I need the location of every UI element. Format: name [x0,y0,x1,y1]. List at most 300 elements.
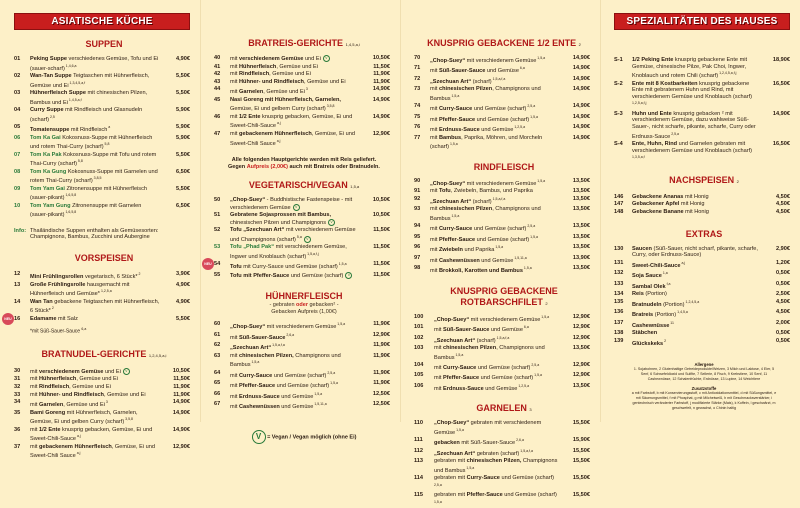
item-number: 148 [614,208,624,215]
item-number: 37 [14,443,21,450]
item-name: chinesischen Pilzen [439,86,493,93]
item-name: Zwiebeln [439,247,463,254]
item-description [632,141,764,164]
item-detail: knusprig gebacken ² mit verschiedenem Gemüse, dazu wahlweise Süß-Sauer-, nicht scharfe, pikante, scharfe, Curry oder Erdnuss-Sauce [632,110,756,140]
item-description [230,55,364,63]
item-price: 18,90€ [772,57,790,63]
item-description [230,401,364,410]
item-name: Pfeffer-Sauce [443,375,480,382]
menu-item[interactable] [14,299,190,315]
item-price: 12,90€ [172,443,190,450]
menu-item[interactable] [614,309,790,318]
item-price: 13,50€ [572,382,590,389]
menu-item[interactable] [614,209,790,216]
item-price: 11,90€ [373,352,390,359]
menu-item[interactable] [614,81,790,110]
item-price: 13,50€ [572,233,590,240]
extras-list [614,246,794,348]
menu-item[interactable] [614,111,790,140]
menu-item[interactable] [414,448,590,457]
menu-item[interactable] [14,384,190,391]
item-description [632,338,764,347]
item-prefix: gebraten mit [434,492,467,499]
menu-item[interactable] [414,103,590,112]
allergen-codes: 1,5,a [536,56,546,60]
menu-item[interactable] [14,399,190,408]
item-description [30,124,164,133]
menu-item[interactable] [614,338,790,347]
item-name: Erdnuss-Sauce [439,127,480,134]
item-description [30,444,164,460]
item-detail: (Süß-Sauer, nicht scharf, pikante, scharfe, Curry, oder Erdnuss-Sauce) [632,245,758,259]
item-price: 11,90€ [373,380,390,387]
allergen-codes: 2,5,a [530,363,540,368]
item-description [30,186,164,202]
menu-item[interactable] [214,370,390,379]
item-number: 130 [614,245,624,252]
item-number: 03 [14,90,21,97]
menu-item[interactable] [414,124,590,133]
item-number: 74 [414,103,421,110]
item-detail: , Gemüse und Ei [103,391,146,398]
menu-item[interactable] [14,376,190,383]
section-title-nachspeisen: NACHSPEISEN 2 [669,174,739,185]
item-number: 07 [14,151,21,158]
vegan-icon: V [293,204,300,211]
item-detail: , Champignons und Bambus [430,206,541,222]
item-description [230,86,364,95]
menu-item[interactable] [614,320,790,329]
allergen-codes: 1,2,4,5,a [684,299,700,304]
item-price: 10,50€ [372,55,390,61]
item-name: verschiedenem Gemüse [39,368,104,375]
item-price: 14,90€ [172,409,190,416]
allergen-codes: f,a [665,281,671,286]
menu-item[interactable] [614,194,790,201]
item-name: Soja Sauce [632,273,662,280]
item-description [430,103,564,112]
item-price: 5,90€ [176,134,190,141]
item-number: 97 [414,254,421,261]
item-prefix: mit [430,106,440,113]
item-detail: mit Honig [683,208,709,215]
new-badge-icon: NEU [2,313,14,325]
item-name: „Szechuan Art“ [430,78,472,85]
item-name: „Chop-Suey“ [430,180,466,187]
menu-item[interactable] [14,368,190,376]
item-name: Tofu mit Pfeffer-Sauce [230,272,290,279]
menu-item[interactable] [414,188,590,195]
huehnerfleisch-subtitle: - gebraten oder gebacken² - [269,302,339,309]
item-price: 15,50€ [572,420,590,427]
item-detail: , Champignons und Bambus [434,344,545,361]
menu-item[interactable] [414,206,590,222]
menu-item[interactable] [14,107,190,123]
item-name: „Chop-Suey“ [230,324,266,331]
item-price: 11,50€ [373,271,390,278]
item-price: 13,50€ [572,265,590,272]
rice-note: Alle folgenden Hauptgerichte werden mit Reis geliefert. Gegen Aufpreis (2,00€) auch mit Bratreis oder Bratnudeln. [228,156,380,170]
item-detail: mit Hühnerfleisch, Garnelen, Gemüse, Ei und gelben Curry (scharf) [30,409,138,426]
item-number: 91 [414,188,421,195]
item-description [632,330,764,337]
menu-item[interactable] [14,427,190,443]
menu-item[interactable] [414,244,590,253]
item-number: 33 [14,391,21,398]
menu-item[interactable] [14,410,190,426]
menu-item[interactable] [414,234,590,243]
menu-item[interactable] [214,380,390,389]
item-price: 11,50€ [373,63,390,70]
item-prefix: mit [430,127,440,134]
item-number: 35 [14,409,21,416]
item-description [430,206,564,222]
menu-item[interactable] [14,135,190,151]
column-1 [0,0,200,460]
item-number: 137 [614,319,624,326]
item-name: Tofu [230,264,242,271]
menu-item[interactable] [614,57,790,80]
item-name: Tom Ka Gung [30,168,67,175]
item-detail: und Gemüse (scharf) [275,383,330,390]
menu-item[interactable] [414,86,590,102]
item-name: Hühnerfleisch Suppe [30,90,86,97]
item-price: 15,50€ [572,492,590,499]
item-price: 12,90€ [572,362,590,369]
item-detail: mit Rindfleisch [69,127,108,134]
item-price: 11,50€ [373,227,390,234]
menu-item[interactable] [614,246,790,259]
item-name: 1/2 Peking Ente [632,57,674,63]
item-name: gebackenem Hühnerfleisch [39,443,112,450]
menu-item[interactable] [414,345,590,361]
item-prefix: mit [230,78,240,85]
item-name: Wan-Tan Suppe [30,73,72,80]
item-detail: , Gemüse, Ei und Sweet-Chili Sauce [230,130,355,147]
item-number: 135 [614,298,624,305]
item-number: 66 [214,390,221,397]
menu-item[interactable] [414,475,590,491]
menu-item[interactable] [214,321,390,330]
item-description [632,57,764,80]
allergen-codes: 1,4,5,a,f [67,97,82,102]
item-detail: (Portion) [661,301,685,308]
item-detail: vegetarisch, 6 Stück* [83,273,138,280]
menu-item[interactable] [214,197,390,211]
item-number: 103 [414,344,424,351]
menu-item[interactable] [614,291,790,298]
new-badge-icon: NEU [202,258,214,270]
menu-item[interactable] [214,332,390,341]
rotbarsch-list [414,314,594,393]
item-price: 13,50€ [572,223,590,230]
item-name: Garnelen [239,89,264,96]
allergen-codes: 1,5,a [450,93,460,98]
menu-item[interactable] [14,392,190,399]
menu-item[interactable] [614,330,790,337]
item-detail: chinesischen Pilzen und Champignons [230,219,327,226]
menu-item[interactable] [414,420,590,436]
bratreis-list [214,55,394,147]
item-price: 4,50€ [776,298,790,305]
item-number: 70 [414,55,421,61]
item-name: Mini Frühlingsrollen [30,273,84,280]
item-number: 96 [414,244,421,251]
menu-item[interactable] [614,281,790,290]
allergen-codes: a [107,125,111,130]
menu-item[interactable] [214,353,390,369]
item-prefix: gebraten mit [434,475,467,482]
item-number: 53 [214,244,221,251]
menu-item[interactable] [614,270,790,279]
menu-item[interactable] [214,86,390,95]
item-description [30,392,164,399]
item-number: 105 [414,372,424,379]
item-description [30,56,164,72]
item-name: Tom Ka Gai [30,134,61,141]
item-number: 92 [414,195,421,202]
vegan-icon: V [328,219,335,226]
menu-item[interactable] [414,196,590,205]
item-number: S-1 [614,57,623,63]
item-price: 12,90€ [572,313,590,320]
menu-item[interactable] [414,76,590,85]
allergen-codes: a,j [275,138,281,143]
menu-item[interactable] [214,212,390,226]
item-name: chinesischen Pilzen, [466,458,522,465]
menu-item[interactable] [414,458,590,474]
item-detail: mit verschiedenem Gemüse [465,57,537,64]
menu-item[interactable] [14,271,190,280]
item-prefix: mit [430,257,440,264]
menu-item[interactable] [214,342,390,351]
menu-item[interactable] [14,169,190,185]
item-description [632,209,764,216]
allergen-codes: 1,2,5,a,f,j [632,101,647,106]
menu-item[interactable] [214,97,390,113]
item-name: Tofu [439,188,451,195]
menu-item[interactable] [414,135,590,151]
item-prefix: mit [30,376,40,383]
menu-item[interactable] [214,131,390,147]
menu-item[interactable] [414,265,590,274]
item-number: 34 [14,399,21,406]
item-name: Curry-Sauce [466,475,500,482]
section-title-vegetarisch: VEGETARISCH/VEGAN 1,5,a [248,179,360,190]
item-number: 65 [214,380,221,387]
menu-item[interactable] [414,314,590,323]
menu-item[interactable] [414,383,590,392]
item-detail: (scharf) [471,78,492,85]
item-number: 67 [214,401,221,408]
item-number: 02 [14,73,21,80]
menu-item[interactable] [614,201,790,208]
item-detail: mit verschiedenem Gemüse [465,180,537,187]
item-detail: Zitronensuppe mit Garnelen (sauer-pikant) [30,202,142,219]
item-description [434,458,564,474]
item-number: 36 [14,426,21,433]
item-detail: , Gemüse und Ei [263,89,305,96]
item-name: Curry-Sauce [239,372,273,379]
item-number: 09 [14,185,21,192]
item-detail: - Buddhistische Fastenspeise - mit verschiedenem Gemüse [230,196,353,211]
menu-item[interactable] [214,55,390,63]
menu-item[interactable] [414,114,590,123]
allergen-codes: 1,5,a [522,266,532,271]
allergen-codes: a,j [76,434,81,439]
section-title-rotbarsch: KNUSPRIG GEBACKENE ROTBARSCHFILET 2 [450,285,558,307]
menu-item[interactable] [214,71,390,78]
item-prefix: mit [230,55,240,62]
vegan-icon: V [252,430,266,444]
item-detail: mit Honig [679,201,705,208]
allergen-codes: 1,3,4,5,a,f [68,80,86,85]
item-number: 101 [414,324,424,331]
item-description [430,188,564,195]
column-3 [400,0,600,505]
item-description [632,246,764,259]
allergen-codes: 1,5,a,f,a [491,76,506,81]
menu-item[interactable] [614,260,790,269]
menu-item[interactable] [14,124,190,133]
allergen-codes: 1,3,5,a,f [632,155,645,160]
menu-item[interactable] [214,64,390,71]
menu-item[interactable] [414,372,590,381]
item-description [30,73,164,89]
allergen-codes: 1,5,a [329,381,338,386]
item-price: 11,90€ [173,384,190,391]
item-detail: mit chinesischen Pilzen, Bambus und Ei [30,90,148,106]
menu-item[interactable] [214,114,390,130]
item-detail: Zitronensuppe mit Hühnerfleisch (sauer-pikant) [30,185,148,202]
item-number: 111 [414,437,423,444]
item-description [434,362,564,371]
item-name: Garnelen [39,402,64,409]
allergen-codes: 2,5,a [526,224,536,229]
item-detail: , Gemüse, Ei und Sweet-Chili Sauce [30,443,155,460]
item-detail: und Gemüse (scharf) [289,272,344,279]
menu-item[interactable] [14,186,190,202]
menu-item[interactable] [414,492,590,508]
allergen-codes: 1,5,a [536,178,546,183]
menu-item[interactable] [14,203,190,219]
item-detail: und Gemüse (scharf) [472,106,527,113]
menu-item[interactable] [214,272,390,280]
item-description [230,342,364,351]
menu-item[interactable] [414,335,590,344]
item-description [434,335,564,344]
item-number: 112 [414,447,424,454]
item-detail: mit verschiedenem Gemüse [265,324,337,331]
item-price: 0,50€ [776,337,790,344]
item-description [434,437,564,446]
allergen-codes: 1,5,a [337,262,347,267]
menu-item[interactable] [414,324,590,333]
menu-item[interactable] [214,401,390,410]
menu-item[interactable] [214,244,390,260]
item-prefix: mit [430,236,440,243]
menu-item[interactable] [414,437,590,446]
allergen-codes: a,j [680,260,686,265]
menu-item[interactable] [414,362,590,371]
allergen-codes: 1,5,a [313,391,323,396]
item-detail: und Ei [103,368,121,375]
item-price: 16,50€ [772,141,790,148]
item-description [632,291,764,298]
item-description [430,86,564,102]
bratnudel-list [14,368,194,460]
item-description [632,194,764,201]
item-detail: Teigtaschen mit Hühnerfleisch, Gemüse und Ei [30,73,150,89]
item-prefix: mit [30,426,40,433]
menu-item[interactable] [14,282,190,298]
item-prefix: mit [434,385,444,392]
menu-item[interactable] [414,55,590,64]
menu-item[interactable] [14,444,190,460]
allergen-codes: 5,a [295,234,302,239]
allergen-codes: 1,5,a [533,373,542,378]
item-number: 100 [414,313,424,320]
item-description [230,131,364,147]
menu-item[interactable] [14,152,190,168]
item-number: 61 [214,331,221,338]
item-price: 10,50€ [172,367,190,374]
menu-item[interactable] [614,141,790,164]
item-name: 1/2 Ente [39,426,61,433]
menu-item[interactable] [14,56,190,72]
item-name: „Chop-Suey“ [430,57,466,64]
item-number: 104 [414,362,424,369]
item-number: 115 [414,492,424,499]
item-number: 95 [414,233,421,240]
item-description [30,271,164,280]
item-price: 13,50€ [572,244,590,251]
menu-item[interactable] [214,227,390,243]
menu-item[interactable] [14,90,190,106]
item-detail: gebraten mit verschiedenem Gemüse [434,420,542,436]
rindfleisch-list [414,178,594,275]
allergen-codes: 2,5,a [434,482,442,487]
item-price: 11,90€ [373,369,390,376]
item-number: 10 [14,202,21,209]
item-name: Cashewnüsse [632,322,670,329]
menu-item[interactable] [14,73,190,89]
nachspeisen-list [614,194,794,216]
item-prefix: gebraten mit [434,458,467,465]
item-name: Brokkoli, Karotten und Bambus [439,268,523,275]
item-detail: gebackene Teigtaschen mit Hühnerfleisch, 6 Stück* [30,298,160,315]
menu-item[interactable] [414,178,590,187]
menu-item[interactable] [414,65,590,74]
item-description [430,55,564,64]
item-price: 13,50€ [572,188,590,195]
menu-item[interactable] [414,255,590,264]
menu-item[interactable] [204,261,390,271]
item-price: 2,00€ [776,319,790,326]
item-description [430,234,564,243]
item-detail: , Paprika, Möhren, und Morcheln (scharf) [430,134,543,151]
item-name: chinesischen Pilzen [443,344,497,351]
item-price: 4,50€ [776,201,790,208]
item-price: 13,50€ [572,195,590,202]
allergen-codes: 1,2,5,a [513,125,526,130]
menu-item[interactable] [414,223,590,232]
menu-item[interactable] [614,299,790,308]
column-4 [600,0,800,422]
menu-item[interactable] [214,391,390,400]
menu-item[interactable] [4,315,190,323]
menu-item[interactable] [214,79,390,86]
